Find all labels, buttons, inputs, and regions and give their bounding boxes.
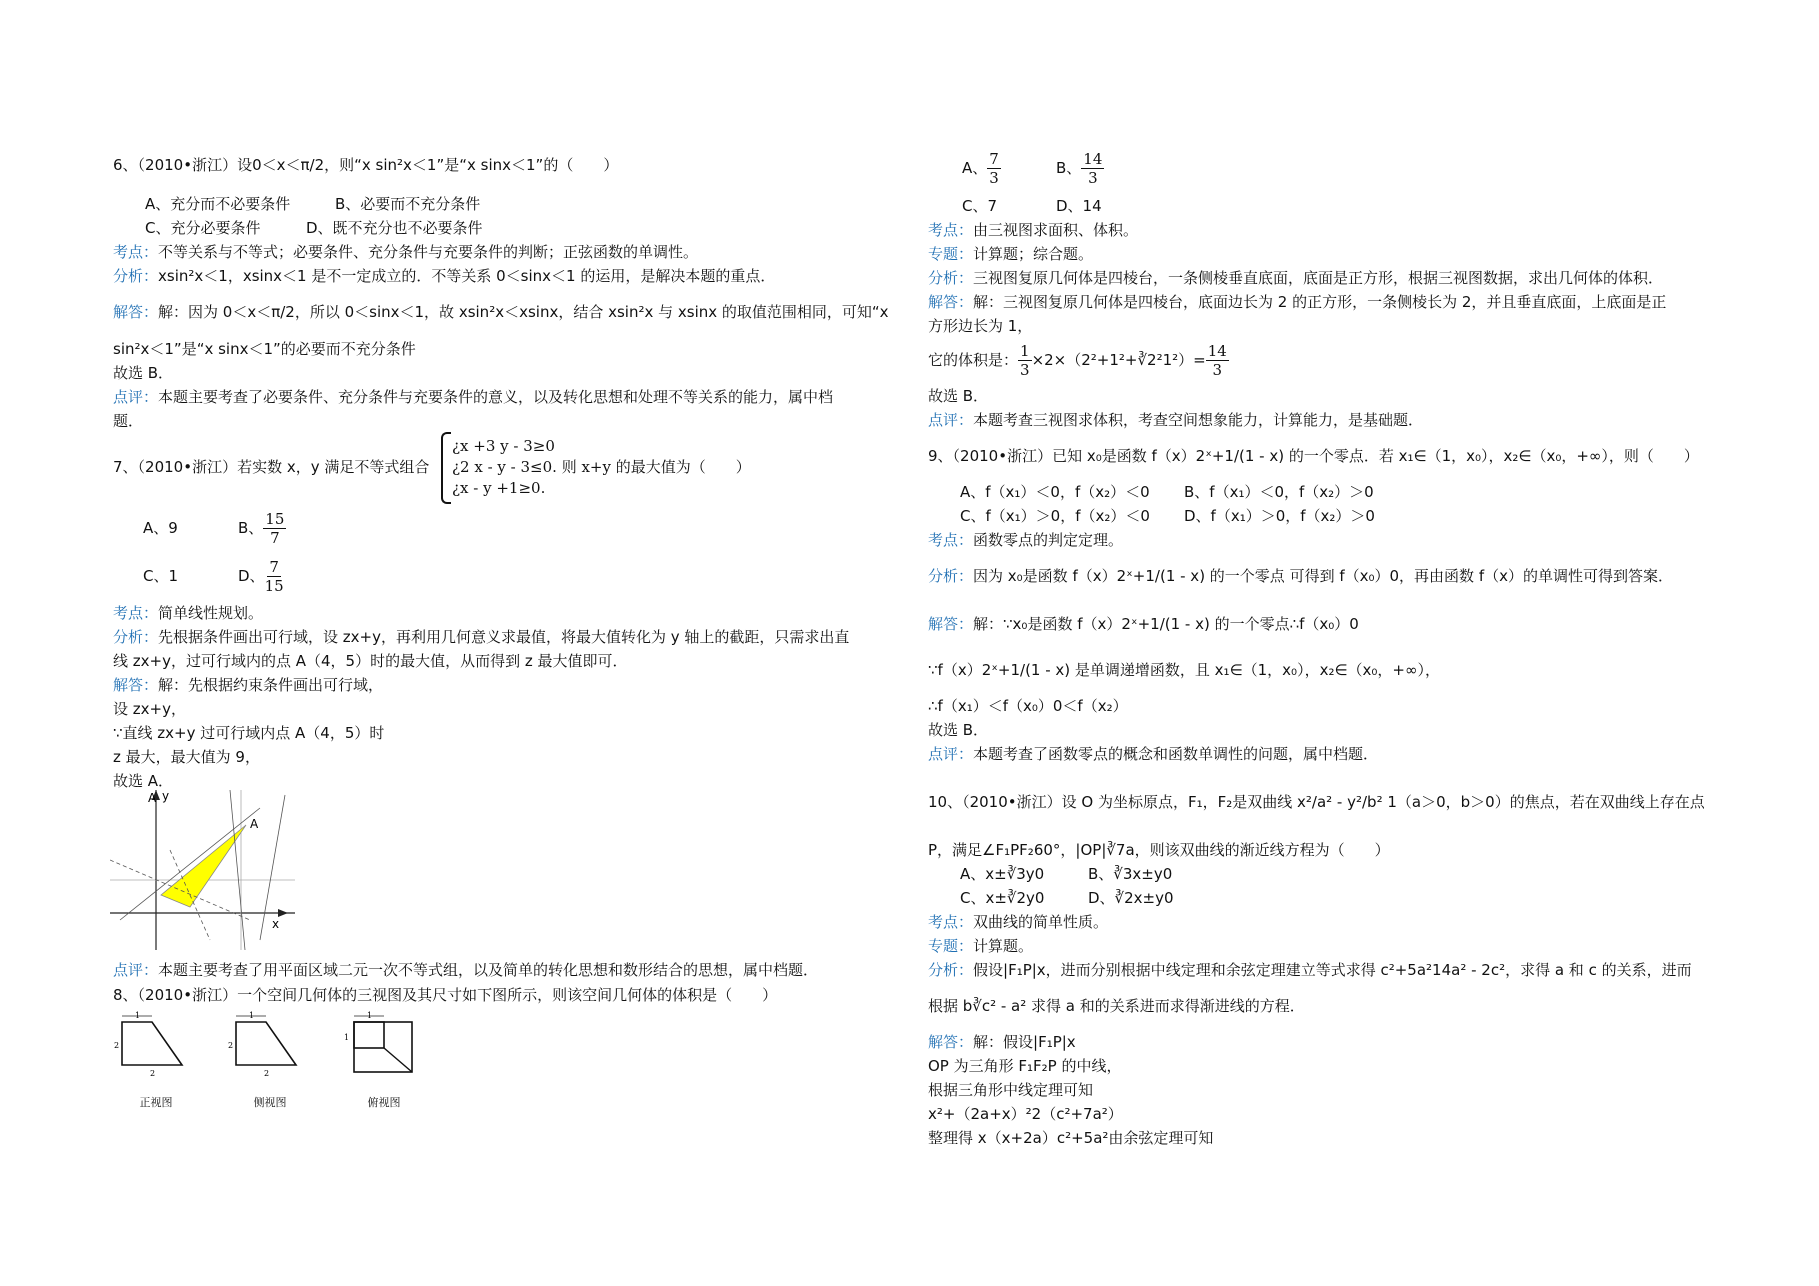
q9-kaodian — [928, 530, 1123, 550]
q10-jieda — [928, 1032, 1076, 1052]
q7-jieda-2: 设 zx+y， — [113, 700, 186, 718]
x-axis-arrow — [278, 909, 288, 917]
dim-label: 1 — [344, 1033, 350, 1042]
q6-fenxi — [113, 266, 775, 286]
fenxi-tag: 分析： — [113, 628, 159, 646]
q10-option-b: B、∛3x±y0 — [1088, 865, 1173, 883]
jieda-tag: 解答： — [928, 1033, 974, 1051]
dianping-tag: 点评： — [928, 745, 974, 763]
side-view-figure — [226, 1010, 301, 1080]
kaodian-tag: 考点： — [113, 604, 159, 622]
q7-fenxi-2: 线 zx+y，过可行域内的点 A（4，5）时的最大值，从而得到 z 最大值即可． — [113, 652, 628, 670]
top-view-diagonal — [384, 1048, 412, 1072]
frac-num: 1 — [1020, 342, 1030, 360]
fenxi-tag: 分析： — [928, 567, 974, 585]
kaodian-tag: 考点： — [113, 243, 159, 261]
q7-jieda-5: 故选 A． — [113, 772, 174, 790]
q6-option-d: D、既不充分也不必要条件 — [306, 219, 483, 237]
fenxi-text: xsin²x＜1，xsinx＜1 是不一定成立的．不等关系 0＜sinx＜1 的运用，是解决本题的重点． — [158, 267, 776, 285]
q9-fenxi — [928, 566, 1673, 586]
zhuanti-tag: 专题： — [928, 245, 974, 263]
dim-label: 1 — [367, 1011, 373, 1020]
dim-label: 1 — [249, 1011, 255, 1020]
front-view-caption: 正视图 — [139, 1096, 173, 1109]
fig-label-x: x — [272, 917, 280, 931]
top-view-caption: 俯视图 — [367, 1096, 401, 1109]
dianping-tag: 点评： — [113, 388, 159, 406]
fig-label-y: y — [162, 790, 170, 803]
q9-option-d: D、f（x₁）＞0，f（x₂）＞0 — [1184, 507, 1375, 525]
top-view-figure — [340, 1010, 420, 1080]
q7-fenxi — [113, 627, 849, 647]
kaodian-text: 函数零点的判定定理。 — [973, 531, 1124, 549]
zhuanti-text: 计算题。 — [973, 937, 1034, 955]
fig-label-point-a: A — [250, 817, 259, 831]
jieda-tag: 解答： — [113, 303, 159, 321]
dianping-tag: 点评： — [928, 411, 974, 429]
q9-jieda-3: ∴f（x₁）＜f（x₀）0＜f（x₂） — [928, 697, 1128, 715]
q7-system-3: ¿x - y +1≥0. — [452, 479, 546, 497]
q10-stem: 10、（2010•浙江）设 O 为坐标原点，F₁，F₂是双曲线 x²/a² - y²/b² 1（a＞0，b＞0）的焦点，若在双曲线上存在点 — [928, 793, 1705, 811]
q10-zhuanti — [928, 936, 1033, 956]
fenxi-text: 因为 x₀是函数 f（x）2ˣ+1/(1 - x) 的一个零点 可得到 f（x₀）0，再由函数 f（x）的单调性可得到答案． — [973, 567, 1673, 585]
q9-jieda-4: 故选 B． — [928, 721, 989, 739]
q6-kaodian — [113, 242, 698, 262]
q8-jieda-4: 故选 B． — [928, 387, 989, 405]
q6-dianping-2: 题． — [113, 412, 144, 430]
frac-num: 15 — [265, 510, 285, 528]
frac-den: 3 — [989, 169, 999, 187]
q8-stem: 8、（2010•浙江）一个空间几何体的三视图及其尺寸如下图所示，则该空间几何体的体积是（ ） — [113, 986, 778, 1004]
q7-dianping — [113, 960, 818, 980]
q9-option-c: C、f（x₁）＞0，f（x₂）＜0 — [960, 507, 1150, 525]
q10-option-a: A、x±∛3y0 — [960, 865, 1045, 883]
q9-jieda — [928, 614, 1359, 634]
q10-jieda-2: OP 为三角形 F₁F₂P 的中线， — [928, 1057, 1122, 1075]
fenxi-text: 三视图复原几何体是四棱台，一条侧棱垂直底面，底面是正方形，根据三视图数据，求出几何体的体积． — [973, 269, 1664, 287]
top-view-inner — [354, 1022, 384, 1048]
dianping-text: 本题主要考查了用平面区域二元一次不等式组，以及简单的转化思想和数形结合的思想，属中档题． — [158, 961, 819, 979]
dianping-text: 本题考查了函数零点的概念和函数单调性的问题，属中档题． — [973, 745, 1379, 763]
dim-label: 1 — [135, 1011, 141, 1020]
frac-den: 15 — [264, 577, 284, 595]
dianping-text: 本题考查三视图求体积，考查空间想象能力，计算能力，是基础题． — [973, 411, 1424, 429]
front-view-figure — [112, 1010, 187, 1080]
q8-zhuanti — [928, 244, 1093, 264]
dim-label: 2 — [264, 1069, 270, 1078]
jieda-prefix: 它的体积是： — [928, 351, 1019, 369]
q7-jieda-4: z 最大，最大值为 9， — [113, 748, 260, 766]
side-view-shape — [236, 1022, 296, 1065]
q9-dianping — [928, 744, 1378, 764]
fenxi-tag: 分析： — [113, 267, 159, 285]
q9-option-b: B、f（x₁）＜0，f（x₂）＞0 — [1184, 483, 1374, 501]
jieda-tag: 解答： — [113, 676, 159, 694]
q10-jieda-5: 整理得 x（x+2a）c²+5a²由余弦定理可知 — [928, 1129, 1214, 1147]
frac-num: 14 — [1207, 342, 1227, 360]
fig-label-a: A — [148, 791, 157, 805]
q10-option-d: D、∛2x±y0 — [1088, 889, 1174, 907]
q8-dianping — [928, 410, 1423, 430]
option-label: D、 — [238, 567, 265, 585]
q10-kaodian — [928, 912, 1108, 932]
zhuanti-tag: 专题： — [928, 937, 974, 955]
q7-option-d — [238, 556, 284, 596]
q10-jieda-4: x²+（2a+x）²2（c²+7a²） — [928, 1105, 1123, 1123]
dianping-text: 本题主要考查了必要条件、充分条件与充要条件的意义，以及转化思想和处理不等关系的能力，属中档 — [158, 388, 834, 406]
frac-den: 3 — [1088, 169, 1098, 187]
q7-jieda — [113, 675, 383, 695]
kaodian-text: 由三视图求面积、体积。 — [973, 221, 1139, 239]
q6-option-c: C、充分必要条件 — [145, 219, 261, 237]
q6-option-a: A、充分而不必要条件 — [145, 195, 291, 213]
q10-stem-2: P，满足∠F₁PF₂60°，|OP|∛7a，则该双曲线的渐近线方程为（ ） — [928, 841, 1390, 859]
q7-option-a: A、9 — [143, 519, 178, 537]
frac-num: 14 — [1083, 150, 1103, 168]
q8-option-b — [1056, 148, 1104, 188]
kaodian-tag: 考点： — [928, 913, 974, 931]
q8-option-a — [962, 148, 1001, 188]
q7-brace — [441, 432, 451, 504]
kaodian-text: 不等关系与不等式；必要条件、充分条件与充要条件的判断；正弦函数的单调性。 — [158, 243, 699, 261]
q7-stem: 7、（2010•浙江）若实数 x，y 满足不等式组合 — [113, 458, 430, 476]
q7-system-1: ¿x +3 y - 3≥0 — [452, 437, 555, 455]
q7-kaodian — [113, 603, 263, 623]
q8-option-c: C、7 — [962, 197, 998, 215]
frac-den: 3 — [1020, 361, 1030, 379]
q10-fenxi — [928, 960, 1692, 980]
q6-option-b: B、必要而不充分条件 — [335, 195, 481, 213]
q9-option-a: A、f（x₁）＜0，f（x₂）＜0 — [960, 483, 1150, 501]
q7-jieda-3: ∵直线 zx+y 过可行域内点 A（4，5）时 — [113, 724, 385, 742]
zhuanti-text: 计算题；综合题。 — [973, 245, 1094, 263]
option-label: B、 — [238, 519, 264, 537]
q10-option-c: C、x±∛2y0 — [960, 889, 1045, 907]
q9-stem: 9、（2010•浙江）已知 x₀是函数 f（x）2ˣ+1/(1 - x) 的一个零点．若 x₁∈（1，x₀），x₂∈（x₀，+∞），则（ ） — [928, 447, 1699, 465]
frac-num: 7 — [989, 150, 999, 168]
feasible-region — [161, 825, 246, 907]
fenxi-tag: 分析： — [928, 961, 974, 979]
jieda-text: 解：先根据约束条件画出可行域， — [158, 676, 384, 694]
kaodian-text: 双曲线的简单性质。 — [973, 913, 1109, 931]
fenxi-text: 先根据条件画出可行域，设 zx+y，再利用几何意义求最值，将最大值转化为 y 轴上的截距，只需求出直 — [158, 628, 850, 646]
jieda-text: 解：三视图复原几何体是四棱台，底面边长为 2 的正方形，一条侧棱长为 2，并且垂直底面，上底面是正 — [973, 293, 1667, 311]
dim-label: 2 — [228, 1041, 234, 1050]
constraint-line-2 — [230, 790, 245, 950]
q10-jieda-3: 根据三角形中线定理可知 — [928, 1081, 1094, 1099]
q8-jieda-2: 方形边长为 1， — [928, 317, 1033, 335]
front-view-shape — [122, 1022, 182, 1065]
jieda-expression: ×2×（2²+1²+∛2²1²）= — [1031, 351, 1206, 369]
frac-den: 3 — [1212, 361, 1223, 379]
option-label: A、 — [962, 159, 988, 177]
q7-feasible-region-figure — [110, 790, 295, 950]
dim-label: 2 — [114, 1041, 120, 1050]
q8-kaodian — [928, 220, 1138, 240]
q7-option-b — [238, 508, 286, 548]
jieda-tag: 解答： — [928, 615, 974, 633]
kaodian-tag: 考点： — [928, 221, 974, 239]
jieda-tag: 解答： — [928, 293, 974, 311]
dim-label: 2 — [150, 1069, 156, 1078]
q8-jieda-3 — [928, 340, 1229, 380]
q7-option-c: C、1 — [143, 567, 179, 585]
dianping-tag: 点评： — [113, 961, 159, 979]
q10-fenxi-2: 根据 b∛c² - a² 求得 a 和的关系进而求得渐进线的方程． — [928, 997, 1305, 1015]
option-label: B、 — [1056, 159, 1082, 177]
side-view-caption: 侧视图 — [253, 1096, 287, 1109]
frac-num: 7 — [269, 558, 279, 576]
kaodian-tag: 考点： — [928, 531, 974, 549]
q6-stem: 6、（2010•浙江）设0＜x＜π/2，则“x sin²x＜1”是“x sinx＜1”的（ ） — [113, 156, 619, 174]
q6-dianping — [113, 387, 833, 407]
frac-den: 7 — [270, 529, 280, 547]
q6-jieda-3: 故选 B． — [113, 364, 174, 382]
fenxi-tag: 分析： — [928, 269, 974, 287]
q6-jieda-2: sin²x＜1”是“x sinx＜1”的必要而不充分条件 — [113, 340, 416, 358]
jieda-text: 解：假设|F₁P|x — [973, 1033, 1076, 1051]
q8-jieda — [928, 292, 1666, 312]
q6-jieda — [113, 302, 889, 322]
q9-jieda-2: ∵f（x）2ˣ+1/(1 - x) 是单调递增函数，且 x₁∈（1，x₀），x₂∈（x₀，+∞）， — [928, 661, 1440, 679]
q8-option-d: D、14 — [1056, 197, 1102, 215]
q7-system-2: ¿2 x - y - 3≤0. 则 x+y 的最大值为（ ） — [452, 458, 751, 476]
jieda-text: 解：∵x₀是函数 f（x）2ˣ+1/(1 - x) 的一个零点∴f（x₀）0 — [973, 615, 1359, 633]
kaodian-text: 简单线性规划。 — [158, 604, 264, 622]
fenxi-text: 假设|F₁P|x，进而分别根据中线定理和余弦定理建立等式求得 c²+5a²14a² - 2c²，求得 a 和 c 的关系，进而 — [973, 961, 1692, 979]
q8-fenxi — [928, 268, 1663, 288]
jieda-text: 解：因为 0＜x＜π/2，所以 0＜sinx＜1，故 xsin²x＜xsinx，结合 xsin²x 与 xsinx 的取值范围相同，可知“x — [158, 303, 889, 321]
